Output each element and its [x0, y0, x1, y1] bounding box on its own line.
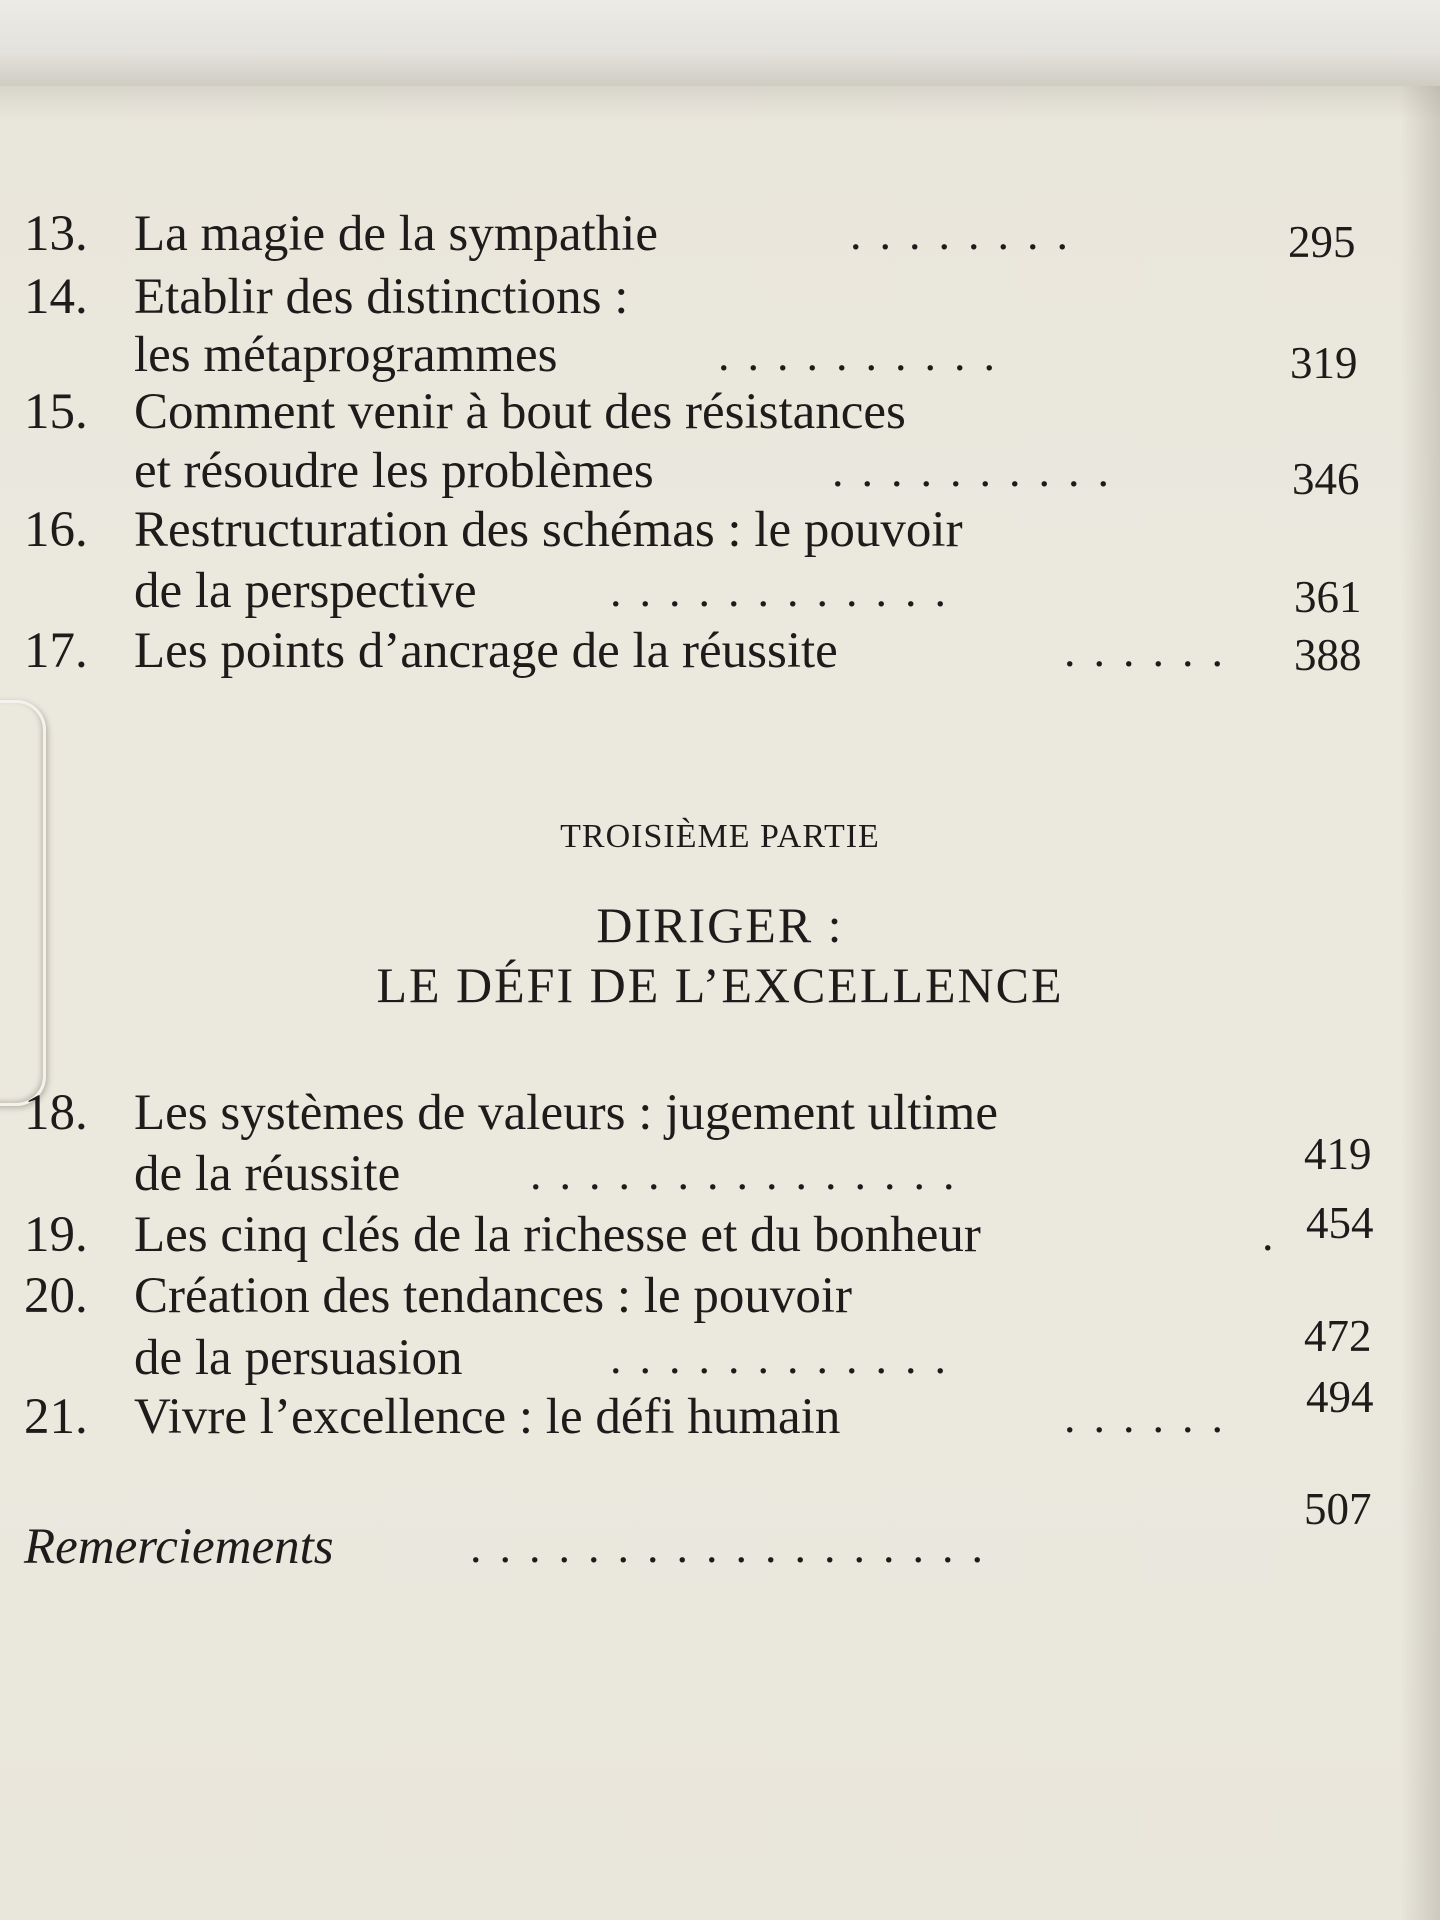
- toc-entry-18-continued: [0, 1129, 1440, 1205]
- chapter-title: La magie de la sympathie: [134, 206, 658, 262]
- chapter-title-continued: de la réussite: [134, 1146, 401, 1202]
- chapter-title: Les points d’ancrage de la réussite: [134, 623, 838, 679]
- page-number: 494: [1306, 1372, 1374, 1422]
- chapter-title: Etablir des distinctions :: [134, 269, 629, 325]
- dot-leader: ............: [610, 565, 964, 616]
- page-number: 454: [1306, 1198, 1374, 1248]
- chapter-number: 15.: [24, 384, 88, 440]
- acknowledgements-title: Remerciements: [24, 1519, 334, 1575]
- page-number: 472: [1304, 1311, 1372, 1361]
- toc-entry-acknowledgements: [0, 1484, 1440, 1578]
- dot-leader: ......: [1064, 1391, 1241, 1442]
- chapter-title: Comment venir à bout des résistances: [134, 384, 906, 440]
- page-top-edge: [0, 0, 1440, 86]
- dot-leader: .: [1262, 1209, 1292, 1260]
- page-number: 388: [1294, 630, 1362, 680]
- part-title-line-1: DIRIGER :: [596, 897, 844, 953]
- dot-leader: ........: [850, 208, 1086, 259]
- toc-entry-15: [0, 381, 1440, 443]
- chapter-number: 17.: [24, 623, 88, 679]
- page-number: 319: [1290, 338, 1358, 388]
- chapter-number: 18.: [24, 1085, 88, 1141]
- part-title-line-2: LE DÉFI DE L’EXCELLENCE: [376, 957, 1064, 1013]
- chapter-number: 16.: [24, 502, 88, 558]
- dot-leader: ......: [1064, 625, 1241, 676]
- chapter-title: Création des tendances : le pouvoir: [134, 1268, 853, 1324]
- toc-entry-18: [0, 1082, 1440, 1144]
- chapter-number: 19.: [24, 1207, 88, 1263]
- page-number: 346: [1292, 454, 1360, 504]
- dot-leader: ............: [610, 1332, 964, 1383]
- dot-leader: ..........: [718, 329, 1013, 380]
- chapter-title-continued: de la perspective: [134, 563, 477, 619]
- toc-entry-13: [0, 203, 1440, 265]
- page-number: 507: [1304, 1484, 1372, 1534]
- chapter-number: 20.: [24, 1268, 88, 1324]
- toc-entry-20-continued: [0, 1311, 1440, 1389]
- page-number: 419: [1304, 1129, 1372, 1179]
- chapter-number: 14.: [24, 269, 88, 325]
- toc-entry-16: [0, 499, 1440, 561]
- toc-entry-14: [0, 266, 1440, 328]
- toc-entry-16-continued: [0, 560, 1440, 622]
- toc-entry-17: [0, 620, 1440, 682]
- toc-entry-19: [0, 1198, 1440, 1266]
- toc-entry-21: [0, 1372, 1440, 1448]
- page-number: 295: [1288, 217, 1356, 267]
- dot-leader: ...............: [530, 1148, 973, 1199]
- toc-entry-15-continued: [0, 440, 1440, 502]
- part-label: TROISIÈME PARTIE: [560, 818, 880, 855]
- chapter-title: Vivre l’excellence : le défi humain: [134, 1389, 841, 1445]
- toc-entry-14-continued: [0, 324, 1440, 386]
- chapter-title-continued: les métaprogrammes: [134, 327, 558, 383]
- page-number: 361: [1294, 572, 1362, 622]
- chapter-title: Restructuration des schémas : le pouvoir: [134, 502, 963, 558]
- dot-leader: ..................: [470, 1521, 1001, 1572]
- chapter-number: 21.: [24, 1389, 88, 1445]
- chapter-title: Les cinq clés de la richesse et du bonheur: [134, 1207, 981, 1263]
- chapter-title: Les systèmes de valeurs : jugement ultime: [134, 1085, 998, 1141]
- chapter-number: 13.: [24, 206, 88, 262]
- chapter-title-continued: et résoudre les problèmes: [134, 443, 654, 499]
- chapter-title-continued: de la persuasion: [134, 1330, 463, 1386]
- toc-entry-20: [0, 1265, 1440, 1327]
- dot-leader: ..........: [832, 445, 1127, 496]
